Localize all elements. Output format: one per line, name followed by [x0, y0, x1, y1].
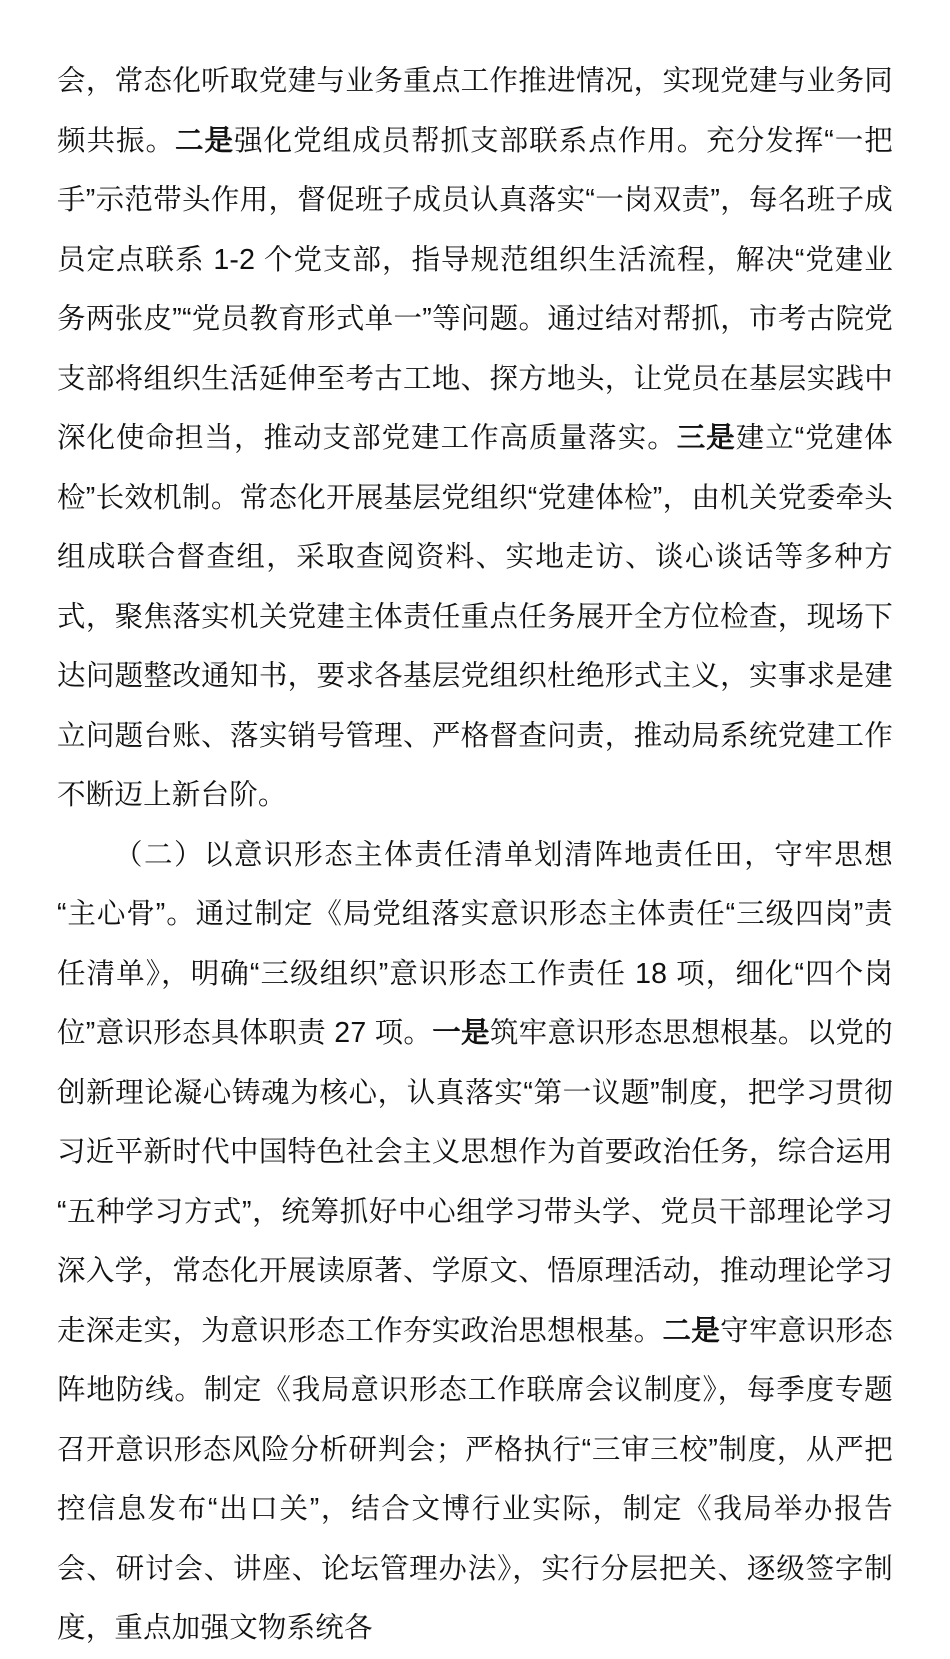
body-text: 守牢意识形态阵地防线。制定《我局意识形态工作联席会议制度》，每季度专题召开意识形态风险分析研判会；严格执行“三审三校”制度，从严把控信息发布“出口关”，结合文博行业实际，制定《我局举办报告会、研讨会、讲座、论坛管理办法》，实行分层把关、逐级签字制度，重点加强文物系统各 — [57, 1314, 893, 1644]
body-text: 会，常态化听取党建与业务重点工作推进情况，实现党建与业务同频共振。 — [57, 65, 893, 157]
body-text: （二）以意识形态主体责任清单划清阵地责任田，守牢思想“主心骨”。通过制定《局党组落实意识形态主体责任“三级四岗”责任清单》，明确“三级组织”意识形态工作责任 18 项，细化“四个岗位”意识形态具体职责 27 项。 — [57, 838, 893, 1049]
emphasis-text: 二是 — [662, 1314, 721, 1347]
emphasis-text: 三是 — [676, 422, 736, 454]
body-text: 建立“党建体检”长效机制。常态化开展基层党组织“党建体检”，由机关党委牵头组成联合督查组，采取查阅资料、实地走访、谈心谈话等多种方式，聚焦落实机关党建主体责任重点任务展开全方位检查，现场下达问题整改通知书，要求各基层党组织杜绝形式主义，实事求是建立问题台账、落实销号管理、严格督查问责，推动局系统党建工作不断迈上新台阶。 — [57, 422, 893, 811]
paragraph — [57, 52, 893, 826]
emphasis-text: 一是 — [432, 1017, 490, 1049]
document-body — [57, 52, 893, 1659]
body-text: 筑牢意识形态思想根基。以党的创新理论凝心铸魂为核心，认真落实“第一议题”制度，把学习贯彻习近平新时代中国特色社会主义思想作为首要政治任务，综合运用“五种学习方式”，统筹抓好中心组学习带头学、党员干部理论学习深入学，常态化开展读原著、学原文、悟原理活动，推动理论学习走深走实，为意识形态工作夯实政治思想根基。 — [57, 1017, 893, 1347]
paragraph — [57, 826, 893, 1659]
body-text: 强化党组成员帮抓支部联系点作用。充分发挥“一把手”示范带头作用，督促班子成员认真落实“一岗双责”，每名班子成员定点联系 1‑2 个党支部，指导规范组织生活流程，解决“党建业务两张皮”“党员教育形式单一”等问题。通过结对帮抓，市考古院党支部将组织生活延伸至考古工地、探方地头，让党员在基层实践中深化使命担当，推动支部党建工作高质量落实。 — [57, 124, 893, 454]
emphasis-text: 二是 — [175, 124, 235, 157]
